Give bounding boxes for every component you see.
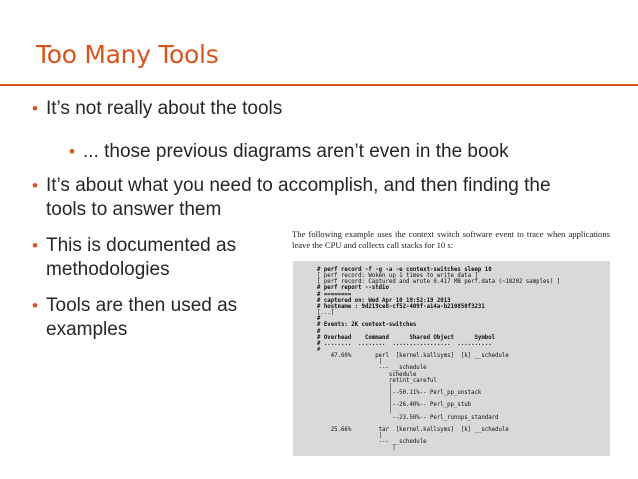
code-line: | — [317, 408, 393, 415]
code-line: # — [317, 328, 321, 335]
bullet-3-line-2 — [46, 257, 170, 282]
bullet-marker: • — [69, 142, 75, 161]
code-line: [ perf record: Woken up 1 times to write data ] — [317, 273, 478, 280]
bullet-marker: • — [32, 176, 38, 195]
code-line: --- __schedule — [317, 439, 427, 446]
bullet-1 — [32, 96, 283, 121]
code-line: # perf report --stdio — [317, 285, 389, 292]
sub-bullet-1-text: ... those previous diagrams aren’t even in the book — [83, 141, 509, 162]
code-line: [...] — [317, 310, 335, 317]
code-line: | — [317, 445, 396, 452]
bullet-4-line-2 — [46, 317, 127, 342]
code-line: # — [317, 316, 321, 323]
code-line: | — [317, 396, 393, 403]
code-line: |--50.11%-- Perl_pp_unstack — [317, 390, 482, 396]
code-line: schedule — [317, 371, 417, 378]
code-line: # hostname : 9d219ce8-cf52-409f-a14a-b210850f3231 — [317, 303, 485, 310]
code-line: # ........ ........ ................. .......... — [317, 340, 492, 347]
code-line: --23.50%-- Perl_runops_standard — [317, 414, 499, 421]
code-line: | — [317, 359, 383, 366]
code-line: # perf record -f -g -a -e context-switches sleep 10 — [317, 267, 492, 273]
code-line: # ======== — [317, 291, 352, 298]
book-excerpt-intro: The following example uses the context switch software event to trace when applications leave the CPU and collects call stacks for 10 s: — [292, 229, 610, 250]
sub-bullet-1 — [69, 139, 509, 164]
code-line: --- __schedule — [317, 365, 427, 372]
code-line: # captured on: Wed Apr 10 19:52:19 2013 — [317, 297, 451, 304]
bullet-2 — [32, 173, 551, 198]
book-excerpt-image — [287, 228, 613, 454]
code-line: 47.60% perl [kernel.kallsyms] [k] __schedule — [317, 353, 509, 360]
bullet-marker: • — [32, 296, 38, 315]
code-line: # — [317, 346, 321, 353]
bullet-3-text-line-2: methodologies — [46, 259, 170, 280]
bullet-4-text-line-2: examples — [46, 319, 128, 340]
code-line: 25.66% tar [kernel.kallsyms] [k] __schedule — [317, 426, 509, 433]
slide-title: Too Many Tools — [36, 40, 219, 69]
code-line: |--26.40%-- Perl_pp_stub — [317, 402, 472, 409]
bullet-3 — [32, 233, 237, 258]
bullet-4 — [32, 293, 238, 318]
bullet-3-text-line-1: This is documented as — [46, 235, 237, 256]
code-line: # Overhead Command Shared Object Symbol — [317, 334, 496, 341]
code-line: | — [317, 433, 383, 440]
bullet-4-text-line-1: Tools are then used as — [46, 295, 238, 316]
code-line: retint_careful — [317, 377, 437, 384]
code-line: | — [317, 383, 393, 390]
bullet-1-text: It’s not really about the tools — [46, 98, 283, 119]
bullet-2-text-line-1: It’s about what you need to accomplish, and then finding the — [46, 175, 551, 196]
code-line: [ perf record: Captured and wrote 0.417 MB perf.data (~18202 samples) ] — [317, 279, 561, 286]
bullet-marker: • — [32, 99, 38, 118]
bullet-marker: • — [32, 236, 38, 255]
title-divider — [0, 84, 638, 86]
bullet-2-line-2 — [46, 197, 221, 222]
bullet-2-text-line-2: tools to answer them — [46, 199, 222, 220]
perf-output-code-block — [293, 261, 610, 456]
code-line: # Events: 2K context-switches — [317, 322, 417, 329]
